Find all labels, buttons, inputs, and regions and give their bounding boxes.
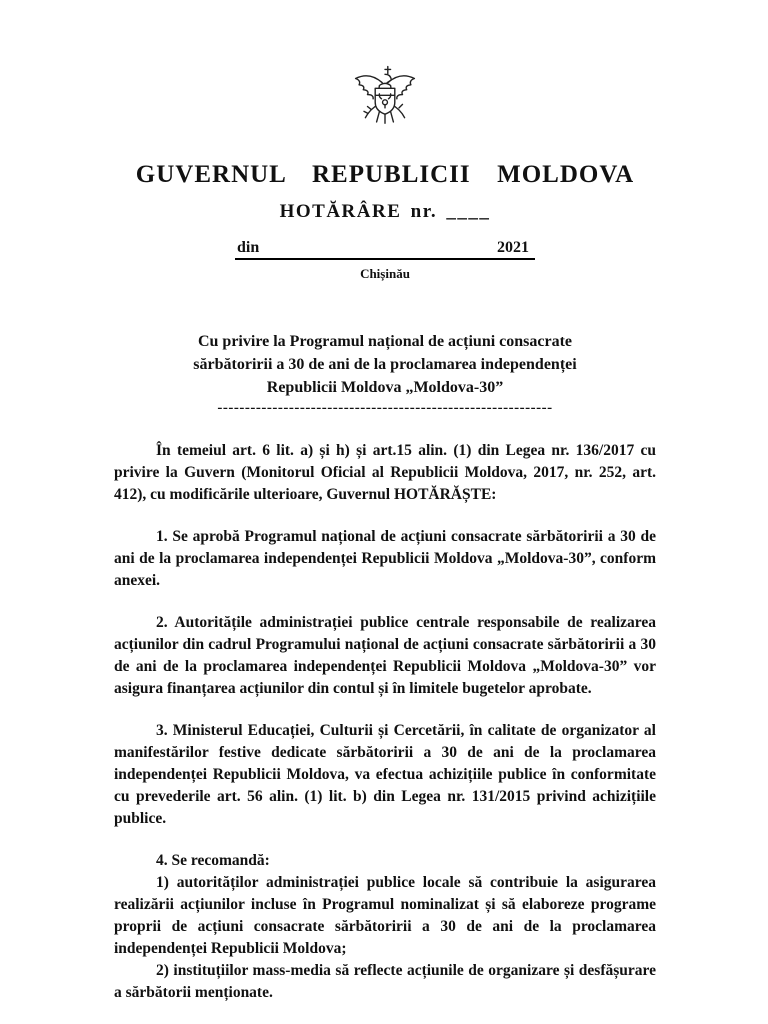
subject-title-line1: Cu privire la Programul național de acțiuni consacrate — [197, 333, 573, 350]
institution-title: GUVERNUL REPUBLICII MOLDOVA — [135, 161, 635, 188]
moldova-coat-of-arms-icon — [350, 64, 420, 142]
decree-heading: HOTĂRÂRE nr. ____ — [279, 201, 491, 222]
city-label: Chișinău — [360, 266, 410, 281]
body-paragraph-point2: 2. Autoritățile administrației publice centrale responsabile de realizarea acțiunilor din cadrul Programului național de acțiuni consacrate sărbătoririi a 30 de ani de la proclamarea independenței Republicii Moldova „Moldova-30” vor asigura finanțarea acțiunilor din contul și în limitele bugetelor aprobate. — [114, 614, 656, 698]
date-line — [235, 239, 535, 260]
body-paragraph-preamble: În temeiul art. 6 lit. a) și h) și art.15 alin. (1) din Legea nr. 136/2017 cu privire la Guvern (Monitorul Oficial al Republicii Moldova, 2017, nr. 252, art. 412), cu modificările ulterioare, Guvernul HOTĂRĂȘTE: — [114, 442, 656, 504]
body-paragraph-point4-sub1: 1) autorităților administrației publice locale să contribuie la asigurarea realizării acțiunilor incluse în Programul nominalizat și să elaboreze programe proprii de acțiuni consacrate sărbătoririi a 30 de ani de la proclamarea independenței Republicii Moldova; — [114, 874, 656, 958]
separator-line: ------------------------------------------------------------- — [217, 399, 553, 416]
body-paragraph-point4: 4. Se recomandă: — [156, 852, 270, 870]
subject-title-line2: sărbătoririi a 30 de ani de la proclamarea independenței — [193, 356, 577, 374]
date-year-label: 2021 — [497, 239, 529, 256]
coat-of-arms-container — [114, 64, 656, 147]
date-prefix-label: din — [237, 239, 260, 256]
body-paragraph-point3: 3. Ministerul Educației, Culturii și Cercetării, în calitate de organizator al manifestărilor festive dedicate sărbătoririi a 30 de ani de la proclamarea independenței Republicii Moldova, va efectua achizițiile publice în conformitate cu prevederile art. 56 alin. (1) lit. b) din Legea nr. 131/2015 privind achizițiile publice. — [114, 722, 656, 828]
body-paragraph-point1: 1. Se aprobă Programul național de acțiuni consacrate sărbătoririi a 30 de ani de la proclamarea independenței Republicii Moldova „Moldova-30”, conform anexei. — [114, 528, 656, 590]
subject-title-line3: Republicii Moldova „Moldova-30” — [266, 379, 504, 397]
document-body — [114, 440, 656, 1004]
subject-title — [114, 330, 656, 400]
body-paragraph-point4-sub2: 2) instituțiilor mass-media să reflecte acțiunile de organizare și desfășurare a sărbătorii menționate. — [114, 962, 656, 1002]
